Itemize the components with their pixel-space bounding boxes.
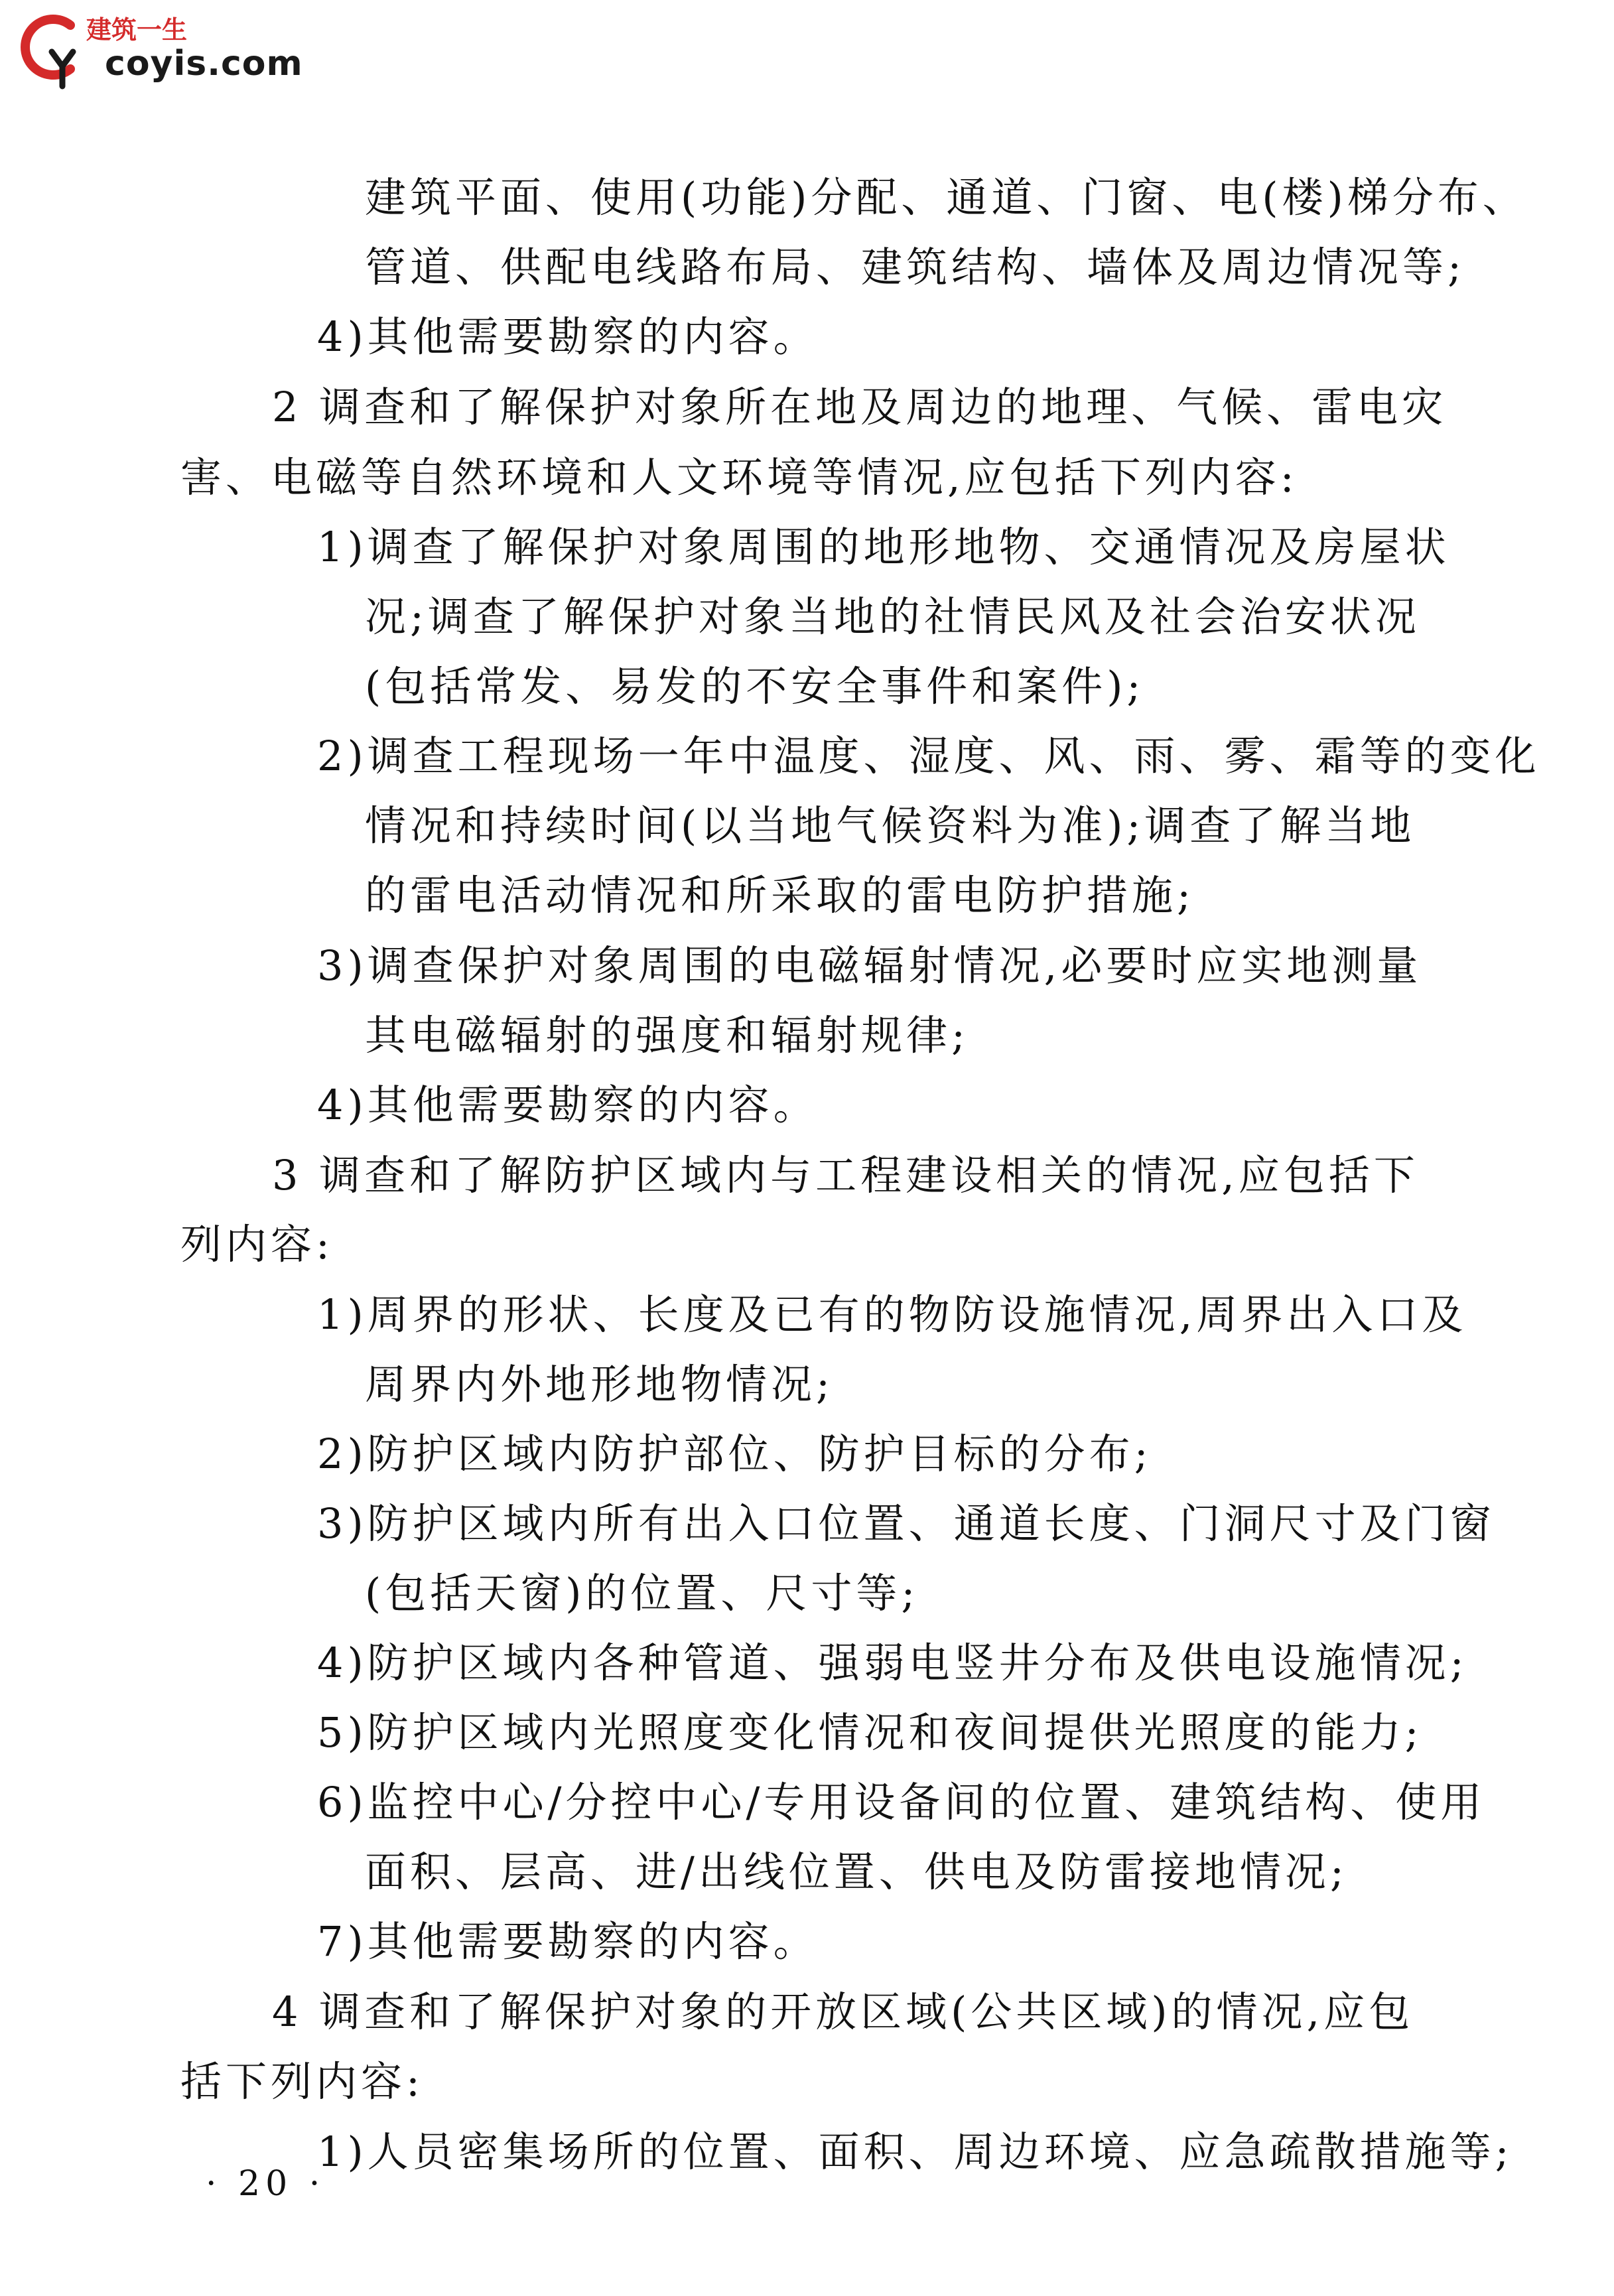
watermark — [5, 5, 303, 92]
paragraph-line: 周界内外地形地物情况; — [365, 1360, 834, 1408]
list-item: 4)其他需要勘察的内容。 — [317, 1081, 819, 1129]
list-item: 2)调查工程现场一年中温度、湿度、风、雨、雾、霜等的变化 — [317, 732, 1540, 780]
watermark-name: 建筑一生 — [86, 15, 188, 44]
paragraph-line: 括下列内容: — [180, 2057, 424, 2106]
paragraph-line: 害、电磁等自然环境和人文环境等情况,应包括下列内容: — [180, 453, 1298, 502]
paragraph-line: 列内容: — [180, 1220, 334, 1268]
clause-heading: 3 调查和了解防护区域内与工程建设相关的情况,应包括下 — [272, 1151, 1419, 1199]
list-item: 3)调查保护对象周围的电磁辐射情况,必要时应实地测量 — [317, 941, 1422, 990]
clause-heading: 4 调查和了解保护对象的开放区域(公共区域)的情况,应包 — [272, 1988, 1414, 2036]
list-item: 3)防护区域内所有出入口位置、通道长度、门洞尺寸及门窗 — [317, 1499, 1495, 1548]
paragraph-line: (包括天窗)的位置、尺寸等; — [365, 1569, 919, 1617]
paragraph-line: 其电磁辐射的强度和辐射规律; — [365, 1011, 969, 1059]
list-item: 1)调查了解保护对象周围的地形地物、交通情况及房屋状 — [317, 523, 1450, 571]
paragraph-line: 况;调查了解保护对象当地的社情民风及社会治安状况 — [365, 592, 1420, 641]
list-item: 4)防护区域内各种管道、强弱电竖井分布及供电设施情况; — [317, 1639, 1468, 1687]
paragraph-line: (包括常发、易发的不安全事件和案件); — [365, 662, 1145, 710]
list-item: 1)周界的形状、长度及已有的物防设施情况,周界出入口及 — [317, 1290, 1467, 1339]
list-item: 2)防护区域内防护部位、防护目标的分布; — [317, 1430, 1152, 1478]
paragraph-line: 面积、层高、进/出线位置、供电及防雷接地情况; — [365, 1848, 1348, 1896]
paragraph-line: 管道、供配电线路布局、建筑结构、墙体及周边情况等; — [365, 243, 1465, 291]
list-item: 5)防护区域内光照度变化情况和夜间提供光照度的能力; — [317, 1708, 1423, 1757]
list-item: 6)监控中心/分控中心/专用设备间的位置、建筑结构、使用 — [317, 1778, 1486, 1826]
watermark-site: coyis.com — [105, 44, 303, 84]
paragraph-line: 情况和持续时间(以当地气候资料为准);调查了解当地 — [365, 801, 1416, 850]
page-number: · 20 · — [206, 2164, 326, 2204]
clause-heading: 2 调查和了解保护对象所在地及周边的地理、气候、雷电灾 — [272, 383, 1447, 431]
list-item: 4)其他需要勘察的内容。 — [317, 312, 819, 361]
paragraph-line: 的雷电活动情况和所采取的雷电防护措施; — [365, 871, 1195, 919]
list-item: 7)其他需要勘察的内容。 — [317, 1917, 819, 1966]
paragraph-line: 建筑平面、使用(功能)分配、通道、门窗、电(楼)梯分布、 — [365, 173, 1528, 222]
list-item: 1)人员密集场所的位置、面积、周边环境、应急疏散措施等; — [317, 2127, 1513, 2176]
coyis-logo-icon — [5, 5, 92, 92]
